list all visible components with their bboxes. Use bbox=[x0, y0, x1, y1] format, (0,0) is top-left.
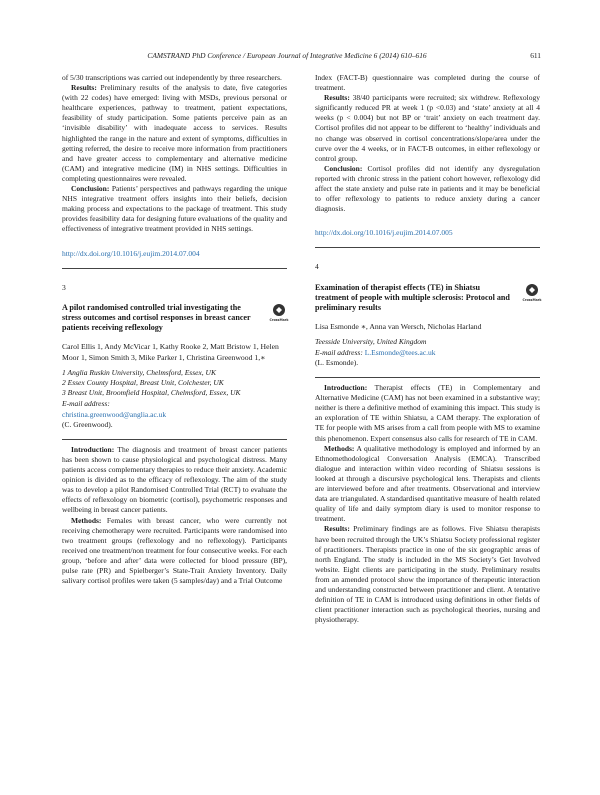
email-block: E-mail address: christina.greenwood@anglia.ac.uk (C. Greenwood). bbox=[62, 399, 287, 430]
affiliation: Teesside University, United Kingdom bbox=[315, 336, 427, 346]
results-paragraph: Results: 38/40 participants were recruited; six withdrew. Reflexology significantly reduced PR at week 1 (p <0.03) and ‘state’ anxiety at all 4 weeks (p < 0.004) but not BP or ‘trait’ anxiety on each treatment day. Cortisol profiles did not appear to be different to ‘healthy’ individuals and no change was observed in cortisol concentrations/slope/area under the curve over the 4 weeks, or in FACT-B outcomes, in either reflexology or control group. bbox=[315, 93, 540, 163]
introduction-paragraph: Introduction: The diagnosis and treatment of breast cancer patients has been shown to cause physiological and psychological distress. Many patients access complementary therapies to reduce their anxiety. Academic opinion is divided as to the efficacy of reflexology. The aim of the study was to develop a pilot Randomised Controlled Trial (RCT) to evaluate the effects of reflexology on biometric (cortisol), psychometric responses and wellbeing in breast cancer patients. bbox=[62, 444, 287, 515]
conclusion-paragraph: Conclusion: Cortisol profiles did not identify any dysregulation reported with chronic stress in the patient cohort however, reflexology did affect the state anxiety and pulse rate in patients and it may be beneficial to offer reflexology to patients to reduce anxiety during a cancer diagnosis. bbox=[315, 163, 540, 214]
email-link[interactable]: L.Esmonde@tees.ac.uk bbox=[364, 347, 436, 357]
right-column bbox=[315, 73, 540, 625]
left-column bbox=[62, 73, 287, 586]
divider bbox=[62, 268, 287, 269]
continued-paragraph: of 5/30 transcriptions was carried out independently by three researchers. bbox=[62, 73, 282, 82]
author-list: Lisa Esmonde ∗, Anna van Wersch, Nicholas Harland bbox=[315, 321, 482, 331]
introduction-paragraph: Introduction: Therapist effects (TE) in Complementary and Alternative Medicine (CAM) has not been examined in a substantive way; neither is there a definitive method of examining this impact. This study is an exploration of TE within Shiatsu, a CAM therapy. The exploration of TE for people with MS arises from a call from people with MS to examine this phenomenon. Expert consensus also calls for research of TE in CAM. bbox=[315, 383, 540, 443]
svg-text:CrossMark: CrossMark bbox=[269, 317, 289, 322]
abstract-number: 3 bbox=[62, 282, 66, 292]
divider bbox=[62, 439, 287, 440]
doi-link[interactable]: http://dx.doi.org/10.1016/j.eujim.2014.07.004 bbox=[62, 248, 200, 258]
methods-paragraph: Methods: A qualitative methodology is employed and informed by an Ethnomethodological Conversation Analysis (EMCA). Transcribed dialogue and interaction within video recording of Shiatsu sessions is looked at through a discursive psychological lens. Therapists and clients are interviewed before and after treatments. Observational and interview data are triangulated. A standardised quantitative measure of health related quality of life and daily symptom diary is used to monitor response to treatment. bbox=[315, 443, 540, 524]
doi-link[interactable]: http://dx.doi.org/10.1016/j.eujim.2014.07.005 bbox=[315, 228, 453, 238]
running-header bbox=[63, 51, 541, 65]
abstract-number: 4 bbox=[315, 262, 319, 272]
conclusion-paragraph: Conclusion: Patients’ perspectives and pathways regarding the unique NHS integrative treatment offers insights into their beliefs, decision making process and expectations to the package of treatment. This study provides feasibility data for designing future evaluations of the quality and effectiveness of integrative treatment provided in NHS settings. bbox=[62, 184, 287, 234]
methods-paragraph: Methods: Females with breast cancer, who were currently not receiving chemotherapy were recruited. Participants were randomised into two treatment groups (reflexology and no reflexology). Participants received one treatment/non treatment for four consecutive weeks. For each group, ‘before and after’ data were collected for blood pressure (BP), pulse rate (PR) and Spielberger’s State-Trait Anxiety Inventory. Daily salivary cortisol profiles were taken (5 samples/day) and a Trial Outcome bbox=[62, 515, 287, 586]
continued-paragraph: Index (FACT-B) questionnaire was completed during the course of treatment. bbox=[315, 73, 540, 93]
affiliation-2: 2 Essex County Hospital, Breast Unit, Colchester, UK bbox=[62, 377, 224, 387]
email-block: E-mail address: L.Esmonde@tees.ac.uk (L. Esmonde). bbox=[315, 347, 436, 367]
abstract-title: Examination of therapist effects (TE) in Shiatsu treatment of people with multiple sclerosis: Protocol and preliminary results CrossMark bbox=[315, 282, 542, 312]
affiliation-1: 1 Anglia Ruskin University, Chelmsford, Essex, UK bbox=[62, 367, 216, 377]
results-paragraph: Results: Preliminary results of the analysis to date, five categories (with 22 codes) have emerged: living with MSDs, previous personal or healthcare experiences, pathway to treatment, patient expectations, feasibility of study participation. Some patients perceive pain as an ‘invisible disability’ with inadequate access to services. Results highlighted the range in the nature and extent of symptoms, difficulties in getting referred, the desire to receive more information from practitioners and have greater access to complementary and alternative medicine (CAM) and integrative medicine (IM) in NHS settings. Difficulties in completing questionnaires were revealed. bbox=[62, 83, 287, 183]
divider bbox=[315, 247, 540, 248]
journal-title: CAMSTRAND PhD Conference / European Journal of Integrative Medicine 6 (2014) 610–616 bbox=[147, 51, 427, 60]
affiliation-3: 3 Breast Unit, Broomfield Hospital, Chelmsford, Essex, UK bbox=[62, 388, 241, 398]
page-number: 611 bbox=[530, 51, 541, 60]
crossmark-icon[interactable] bbox=[524, 283, 540, 303]
divider bbox=[315, 377, 540, 378]
svg-text:CrossMark: CrossMark bbox=[522, 297, 542, 302]
results-paragraph-2: Results: Preliminary findings are as follows. Five Shiatsu therapists have been recruited through the UK’s Shiatsu Society professional register of practitioners. Therapists practice in one of the six geographic areas of north England. The study is included in the MS Society’s Get Involved website. Eight clients are participating in the study. Preliminary results from an amended protocol show the importance of therapeutic interaction and understanding constructed between practitioner and client. A tentative definition of TE in CAM is introduced using definitions in other fields of client practitioner interaction such as psychological theories, nursing and physiotherapy. bbox=[315, 524, 540, 625]
abstract-title: A pilot randomised controlled trial investigating the stress outcomes and cortisol responses in breast cancer patients receiving reflexology CrossMark bbox=[62, 302, 289, 332]
crossmark-icon[interactable] bbox=[271, 303, 287, 323]
email-link[interactable]: christina.greenwood@anglia.ac.uk bbox=[62, 409, 167, 419]
author-list: Carol Ellis 1, Andy McVicar 1, Kathy Rooke 2, Matt Bristow 1, Helen Moor 1, Simon Smith 3, Mike Parker 1, Christina Greenwood 1,∗ bbox=[62, 341, 279, 362]
